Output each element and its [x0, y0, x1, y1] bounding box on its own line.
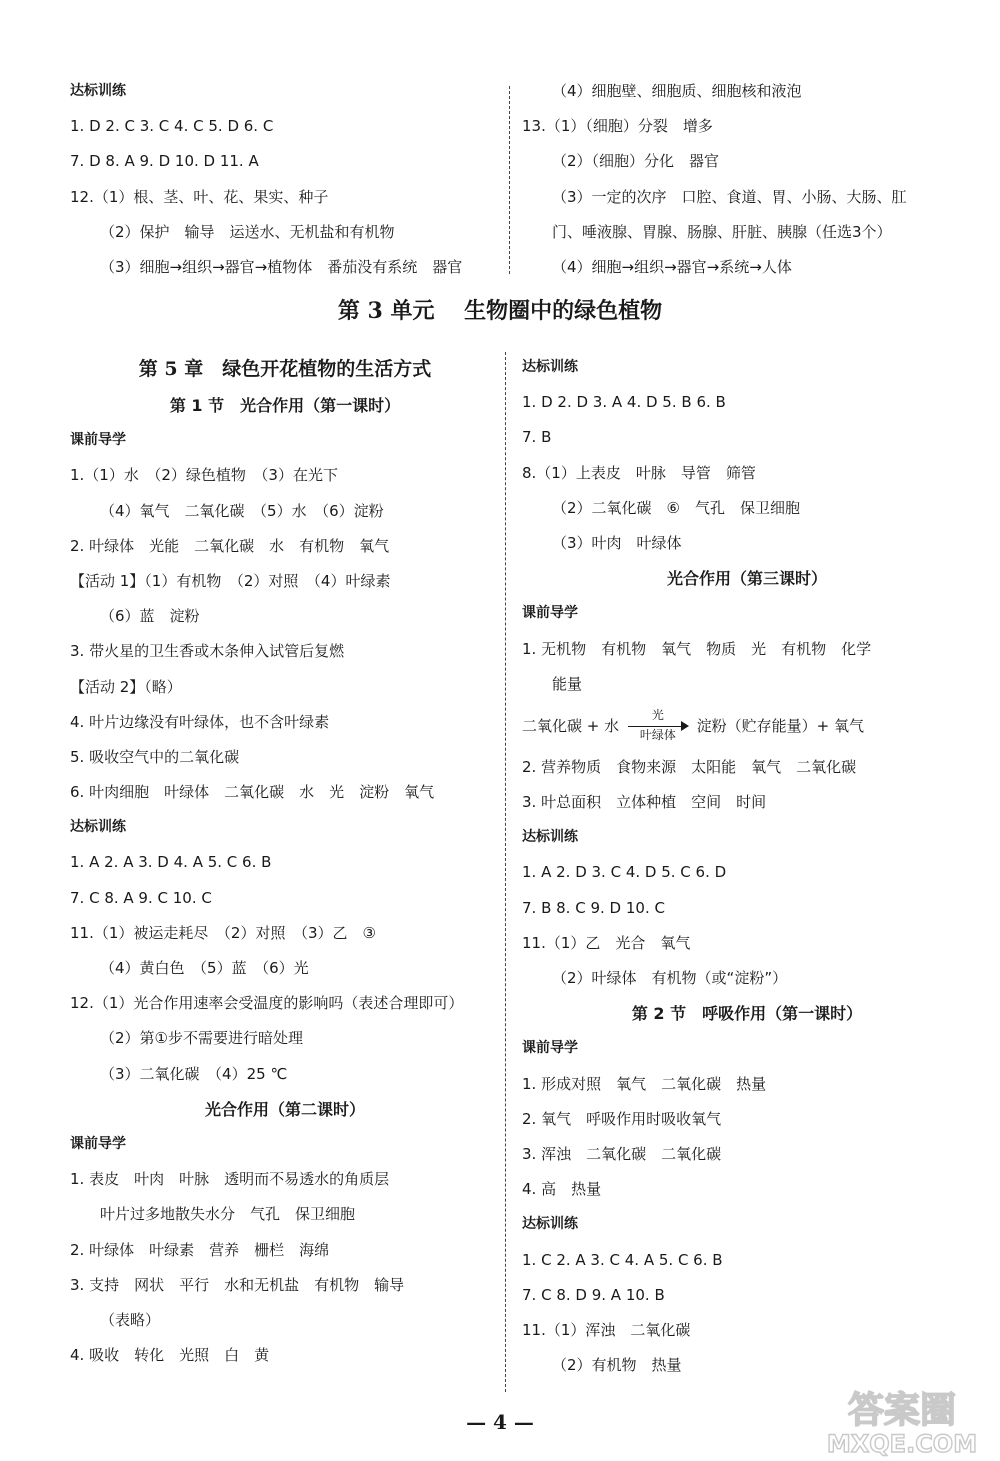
top-right-column	[522, 74, 972, 285]
bottom-right-column	[522, 350, 972, 1383]
equation-right: 淀粉（贮存能量）+ 氧气	[696, 716, 865, 735]
top-left-line: 达标训练	[70, 83, 126, 99]
bottom-right-lower-line: 1. 形成对照 氧气 二氧化碳 热量	[522, 1074, 767, 1093]
watermark-text-main: 答案圈	[847, 1390, 957, 1431]
top-left-line: 1. D 2. C 3. C 4. C 5. D 6. C	[70, 117, 274, 136]
bottom-left-line: 第 5 章 绿色开花植物的生活方式	[138, 358, 432, 380]
bottom-left-line: 课前导学	[70, 432, 126, 449]
top-right-line: （4）细胞壁、细胞质、细胞核和液泡	[552, 82, 802, 100]
bottom-right-lower-line: 7. B 8. C 9. D 10. C	[522, 898, 665, 917]
top-right-line: （2）（细胞）分化 器官	[552, 152, 720, 171]
bottom-right-lower-line: 11.（1）乙 光合 氧气	[522, 933, 691, 952]
equation-left: 二氧化碳 + 水	[522, 716, 620, 735]
bottom-left-line: 光合作用（第二课时）	[204, 1099, 365, 1119]
bottom-right-lower-line: 3. 浑浊 二氧化碳 二氧化碳	[522, 1144, 722, 1163]
bottom-left-line: （2）第①步不需要进行暗处理	[100, 1029, 303, 1048]
bottom-left-line: 第 1 节 光合作用（第一课时）	[169, 396, 401, 415]
bottom-left-line: （6）蓝 淀粉	[100, 607, 200, 626]
top-right-line: （3）一定的次序 口腔、食道、胃、小肠、大肠、肛	[552, 187, 907, 206]
watermark-logo	[812, 1380, 992, 1458]
bottom-right-lower-line: 1. C 2. A 3. C 4. A 5. C 6. B	[522, 1250, 723, 1269]
bottom-left-column	[70, 350, 500, 1373]
top-left-line: （3）细胞→组织→器官→植物体 番茄没有系统 器官	[100, 257, 463, 276]
page-number: — 4 —	[466, 1410, 534, 1434]
equation-condition-below: 叶绿体	[639, 728, 676, 743]
bottom-right-lower-line: （2）有机物 热量	[552, 1356, 682, 1375]
bottom-right-upper-line: 达标训练	[522, 359, 578, 375]
bottom-right-lower-list	[522, 750, 972, 1383]
bottom-left-line: （3）二氧化碳 （4）25 ℃	[100, 1064, 288, 1083]
bottom-right-lower-line: 2. 氧气 呼吸作用时吸收氧气	[522, 1109, 722, 1128]
bottom-left-line: 4. 叶片边缘没有叶绿体，也不含叶绿素	[70, 712, 330, 731]
bottom-left-line: （表略）	[100, 1310, 161, 1329]
top-left-line: （2）保护 输导 运送水、无机盐和有机物	[100, 222, 395, 241]
top-left-line: 12.（1）根、茎、叶、花、果实、种子	[70, 187, 329, 206]
bottom-right-upper-line: 1. D 2. D 3. A 4. D 5. B 6. B	[522, 393, 726, 412]
bottom-right-lower-line: 7. C 8. D 9. A 10. B	[522, 1285, 665, 1304]
bottom-left-line: 1. 表皮 叶肉 叶脉 透明而不易透水的角质层	[70, 1170, 390, 1189]
top-left-column	[70, 74, 500, 285]
bottom-right-upper-line: 8.（1）上表皮 叶脉 导管 筛管	[522, 463, 756, 482]
bottom-right-lower-line: （2）叶绿体 有机物（或“淀粉”）	[552, 969, 788, 987]
bottom-right-upper-line: （2）二氧化碳 ⑥ 气孔 保卫细胞	[552, 498, 800, 517]
bottom-left-line: 3. 支持 网状 平行 水和无机盐 有机物 输导	[70, 1275, 405, 1294]
top-left-line: 7. D 8. A 9. D 10. D 11. A	[70, 152, 259, 171]
bottom-left-line: 【活动 1】（1）有机物 （2）对照 （4）叶绿素	[70, 571, 391, 590]
top-right-line: （4）细胞→组织→器官→系统→人体	[552, 257, 792, 276]
top-right-line: 13.（1）（细胞）分裂 增多	[522, 117, 713, 136]
bottom-left-line: 12.（1）光合作用速率会受温度的影响吗（表述合理即可）	[70, 994, 464, 1013]
bottom-left-line: （4）氧气 二氧化碳 （5）水 （6）淀粉	[100, 501, 384, 520]
bottom-right-upper-line: 光合作用（第三课时）	[666, 569, 827, 589]
bottom-right-lower-line: 11.（1）浑浊 二氧化碳	[522, 1320, 691, 1339]
bottom-left-line: 2. 叶绿体 叶绿素 营养 栅栏 海绵	[70, 1240, 330, 1259]
bottom-right-upper-line: 1. 无机物 有机物 氧气 物质 光 有机物 化学	[522, 639, 872, 658]
bottom-right-lower-line: 1. A 2. D 3. C 4. D 5. C 6. D	[522, 863, 727, 882]
bottom-right-upper-line: （3）叶肉 叶绿体	[552, 533, 682, 552]
bottom-right-lower-line: 2. 营养物质 食物来源 太阳能 氧气 二氧化碳	[522, 757, 857, 776]
column-divider-bottom	[505, 352, 506, 1392]
bottom-right-lower-line: 课前导学	[522, 1040, 578, 1057]
bottom-left-line: 达标训练	[70, 819, 126, 836]
watermark-text-url: MXQE.COM	[826, 1430, 978, 1458]
bottom-right-upper-list	[522, 350, 972, 702]
bottom-left-line: 3. 带火星的卫生香或木条伸入试管后复燃	[70, 642, 345, 661]
bottom-left-line: 5. 吸收空气中的二氧化碳	[70, 747, 240, 766]
top-right-line: 门、唾液腺、胃腺、肠腺、肝脏、胰腺（任选3个）	[552, 222, 892, 241]
bottom-left-line: 6. 叶肉细胞 叶绿体 二氧化碳 水 光 淀粉 氧气	[70, 783, 435, 802]
bottom-right-lower-line: 4. 高 热量	[522, 1180, 602, 1199]
bottom-left-line: 1. A 2. A 3. D 4. A 5. C 6. B	[70, 853, 272, 872]
bottom-left-line: 叶片过多地散失水分 气孔 保卫细胞	[100, 1205, 356, 1224]
equation-arrow	[626, 706, 690, 746]
bottom-left-line: 4. 吸收 转化 光照 白 黄	[70, 1346, 270, 1365]
equation-condition-above: 光	[651, 708, 664, 723]
bottom-left-line: 【活动 2】（略）	[70, 677, 182, 696]
bottom-left-line: （4）黄白色 （5）蓝 （6）光	[100, 959, 309, 977]
bottom-left-line: 课前导学	[70, 1135, 126, 1152]
bottom-left-line: 1.（1）水 （2）绿色植物 （3）在光下	[70, 466, 338, 485]
bottom-right-upper-line: 能量	[552, 674, 583, 693]
bottom-left-line: 7. C 8. A 9. C 10. C	[70, 888, 212, 907]
bottom-right-lower-line: 第 2 节 呼吸作用（第一课时）	[631, 1004, 863, 1024]
bottom-right-upper-line: 课前导学	[522, 605, 578, 622]
bottom-left-line: 2. 叶绿体 光能 二氧化碳 水 有机物 氧气	[70, 536, 390, 555]
bottom-right-upper-line: 7. B	[522, 428, 552, 447]
column-divider-top	[509, 86, 510, 274]
bottom-right-lower-line: 达标训练	[522, 1216, 578, 1233]
bottom-right-lower-line: 3. 叶总面积 立体种植 空间 时间	[522, 793, 767, 812]
photosynthesis-equation	[522, 702, 972, 750]
bottom-left-line: 11.（1）被运走耗尽 （2）对照 （3）乙 ③	[70, 923, 376, 942]
unit-title: 第 3 单元 生物圈中的绿色植物	[337, 298, 663, 324]
bottom-right-lower-line: 达标训练	[522, 829, 578, 846]
